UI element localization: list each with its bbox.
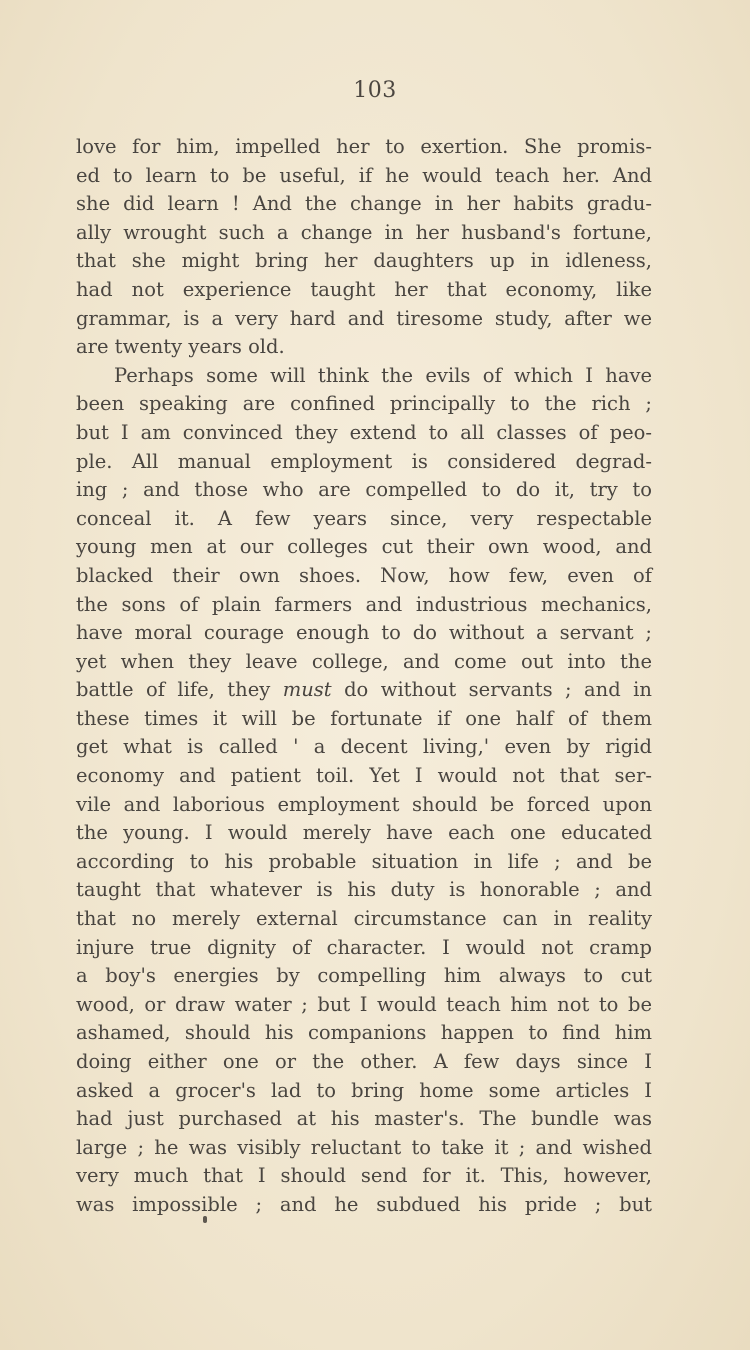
- paragraph-start-line: Perhaps some will think the evils of which I have: [114, 363, 652, 387]
- text-line: love for him, impelled her to exertion. She promis-: [76, 135, 652, 158]
- text-line: the sons of plain farmers and industrious mechanics,: [76, 592, 652, 616]
- text-line: ple. All manual employment is considered degrad-: [76, 449, 652, 473]
- text-line: injure true dignity of character. I would not cramp: [76, 935, 652, 959]
- text-line: have moral courage enough to do without a servant ;: [76, 621, 652, 645]
- text-line: young men at our colleges cut their own wood, and: [76, 535, 652, 559]
- text-line: was impossible ; and he subdued his pride ; but: [76, 1192, 652, 1216]
- text-line: ally wrought such a change in her husband's fortune,: [76, 220, 652, 244]
- text-line: taught that whatever is his duty is honorable ; and: [76, 878, 652, 902]
- text-line: blacked their own shoes. Now, how few, even of: [76, 563, 652, 587]
- text-run: battle of life, they: [76, 678, 283, 702]
- text-line: doing either one or the other. A few days since I: [76, 1050, 652, 1073]
- text-line: a boy's energies by compelling him always to cut: [76, 964, 652, 988]
- text-line: yet when they leave college, and come out into the: [76, 649, 652, 673]
- text-line: that she might bring her daughters up in idleness,: [76, 249, 652, 273]
- body-text: [76, 133, 652, 1220]
- text-line: she did learn ! And the change in her habits gradu-: [76, 192, 652, 216]
- text-line: wood, or draw water ; but I would teach him not to be: [76, 992, 652, 1016]
- text-line: economy and patient toil. Yet I would not that ser-: [76, 764, 652, 788]
- text-line: these times it will be fortunate if one half of them: [76, 706, 652, 730]
- text-line: ashamed, should his companions happen to find him: [76, 1021, 652, 1045]
- text-line-with-emphasis: [76, 676, 652, 705]
- text-line: ing ; and those who are compelled to do it, try to: [76, 478, 652, 502]
- text-line: had not experience taught her that economy, like: [76, 277, 652, 301]
- text-line: had just purchased at his master's. The bundle was: [76, 1107, 652, 1131]
- page-number: 103: [353, 78, 397, 103]
- text-line: grammar, is a very hard and tiresome study, after we: [76, 306, 652, 330]
- text-line: large ; he was visibly reluctant to take it ; and wished: [76, 1135, 652, 1159]
- text-line: very much that I should send for it. This, however,: [76, 1164, 652, 1188]
- text-line: get what is called ' a decent living,' even by rigid: [76, 735, 652, 759]
- paragraph-end-line: are twenty years old.: [76, 335, 285, 359]
- text-line: been speaking are confined principally to the rich ;: [76, 392, 652, 416]
- ink-speck: [203, 1216, 207, 1223]
- text-line: ed to learn to be useful, if he would teach her. And: [76, 163, 652, 187]
- text-line: asked a grocer's lad to bring home some articles I: [76, 1078, 652, 1102]
- text-line: but I am convinced they extend to all classes of peo-: [76, 420, 652, 444]
- text-line: that no merely external circumstance can in reality: [76, 907, 652, 931]
- text-line: the young. I would merely have each one educated: [76, 821, 652, 845]
- emphasis-must: must: [282, 678, 332, 702]
- text-line: conceal it. A few years since, very respectable: [76, 506, 652, 530]
- text-run: do without servants ; and in: [331, 678, 652, 702]
- text-line: vile and laborious employment should be forced upon: [76, 792, 652, 816]
- text-line: according to his probable situation in life ; and be: [76, 849, 652, 873]
